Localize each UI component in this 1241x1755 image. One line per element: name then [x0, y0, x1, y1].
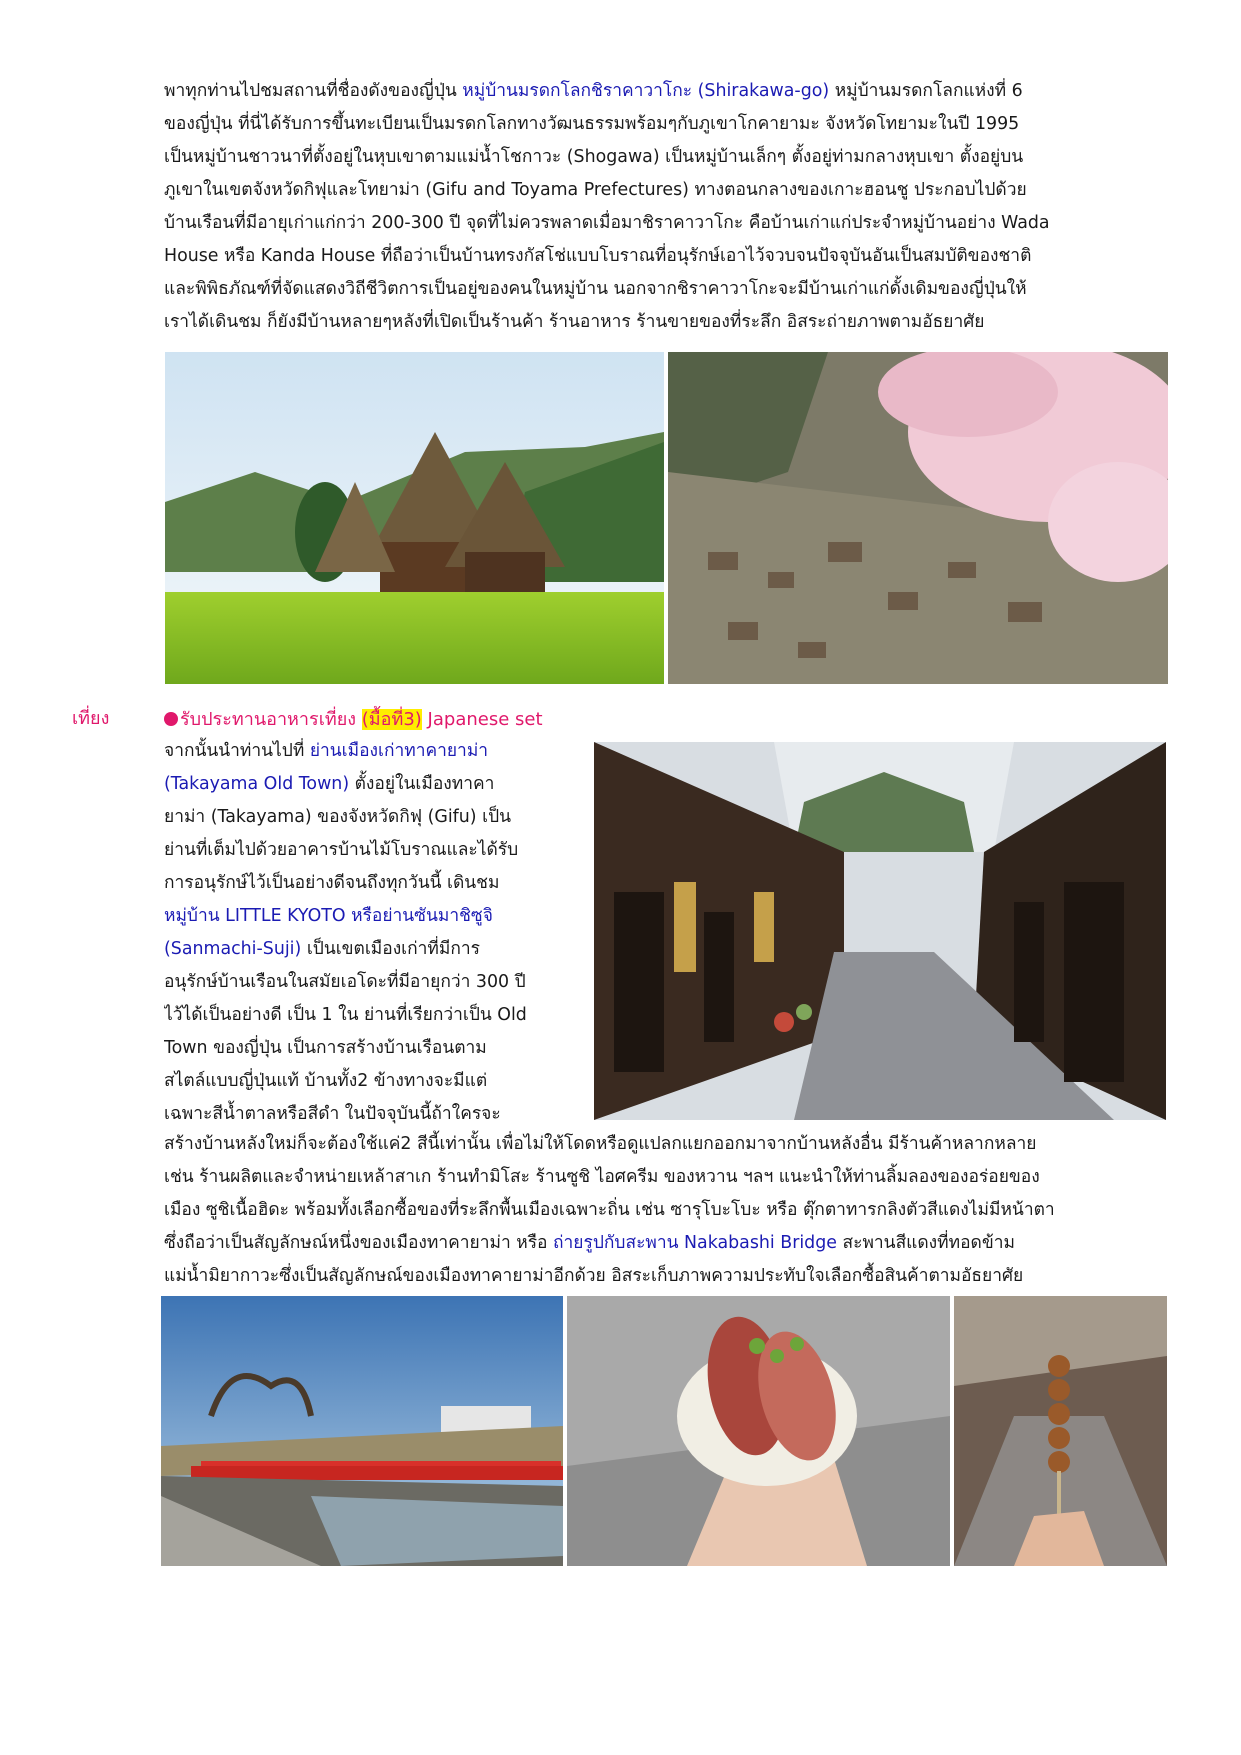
- place-link[interactable]: หมู่บ้าน LITTLE KYOTO หรือย่านซันมาชิซูจิ: [164, 906, 493, 926]
- lunch-time-label: เที่ยง: [72, 708, 110, 729]
- text-line: [164, 1161, 1172, 1194]
- text-line: [164, 966, 582, 999]
- place-link[interactable]: ถ่ายรูปกับสะพาน Nakabashi Bridge: [553, 1233, 837, 1253]
- text-line: [164, 768, 582, 801]
- text-line: [164, 1260, 1172, 1293]
- body-text: เป็นเขตเมืองเก่าที่มีการ: [301, 939, 480, 959]
- text-line: [164, 1098, 582, 1131]
- body-text: ยาม่า (Takayama) ของจังหวัดกิฟุ (Gifu) เป็น: [164, 807, 511, 827]
- meal-bullet-icon: [164, 712, 178, 726]
- place-link[interactable]: (Takayama Old Town): [164, 774, 350, 794]
- text-line: [164, 834, 582, 867]
- dango-skewer-photo: [954, 1296, 1167, 1566]
- body-text: ซึ่งถือว่าเป็นสัญลักษณ์หนึ่งของเมืองทาคายาม่า หรือ: [164, 1233, 554, 1253]
- body-text: ตั้งอยู่ในเมืองทาคา: [349, 774, 495, 794]
- body-text: บ้านเรือนที่มีอายุเก่าแก่กว่า 200-300 ปี จุดที่ไม่ควรพลาดเมื่อมาชิราคาวาโกะ คือบ้านเก่าแก่ประจำหมู่บ้านอย่าง Wada: [164, 213, 1050, 233]
- text-line: [164, 273, 1172, 306]
- body-text: เมือง ซูชิเนื้อฮิดะ พร้อมทั้งเลือกซื้อของที่ระลึกพื้นเมืองเฉพาะถิ่น เช่น ซารุโบะโบะ หรือ ตุ๊กตาทารกลิงตัวสีแดงไม่มีหน้าตา: [164, 1200, 1055, 1220]
- text-line: [164, 900, 582, 933]
- lunch-text: รับประทานอาหารเที่ยง: [180, 709, 362, 730]
- intro-paragraph: [164, 75, 1172, 339]
- body-text: ของญี่ปุ่น ที่นี่ได้รับการขึ้นทะเบียนเป็นมรดกโลกทางวัฒนธรรมพร้อมๆกับภูเขาโกคายามะ จังหวัดโทยามะในปี 1995: [164, 114, 1020, 134]
- lunch-meal-line: [164, 703, 543, 736]
- shirakawa-village-cherry-photo: [668, 352, 1168, 684]
- text-line: [164, 1194, 1172, 1227]
- text-line: [164, 867, 582, 900]
- hida-beef-sushi-photo: [567, 1296, 950, 1566]
- body-text: หมู่บ้านมรดกโลกแห่งที่ 6: [829, 81, 1023, 101]
- body-text: สะพานสีแดงที่ทอดข้าม: [836, 1233, 1015, 1253]
- body-text: พาทุกท่านไปชมสถานที่ชื่องดังของญี่ปุ่น: [164, 81, 463, 101]
- text-line: [164, 1032, 582, 1065]
- text-line: [164, 141, 1172, 174]
- takayama-street-photo: [594, 742, 1166, 1120]
- text-line: [164, 108, 1172, 141]
- body-text: ย่านที่เต็มไปด้วยอาคารบ้านไม้โบราณและได้รับ: [164, 840, 519, 860]
- body-text: House หรือ Kanda House ที่ถือว่าเป็นบ้านทรงกัสโช่แบบโบราณที่อนุรักษ์เอาไว้จวบจนปัจจุบันอันเป็นสมบัติของชาติ: [164, 246, 1032, 266]
- place-link[interactable]: (Sanmachi-Suji): [164, 939, 302, 959]
- text-line: [164, 735, 582, 768]
- body-text: จากนั้นนำท่านไปที่: [164, 741, 310, 761]
- body-text: Town ของญี่ปุ่น เป็นการสร้างบ้านเรือนตาม: [164, 1038, 487, 1058]
- takayama-description: [164, 735, 582, 1131]
- meal-number-badge: (มื้อที่3): [361, 709, 422, 730]
- body-text: อนุรักษ์บ้านเรือนในสมัยเอโดะที่มีอายุกว่า 300 ปี: [164, 972, 526, 992]
- text-line: [164, 1227, 1172, 1260]
- text-line: [164, 207, 1172, 240]
- body-text: และพิพิธภัณฑ์ที่จัดแสดงวิถีชีวิตการเป็นอยู่ของคนในหมู่บ้าน นอกจากชิราคาวาโกะจะมีบ้านเก่าแก่ดั้งเดิมของญี่ปุ่นให้: [164, 279, 1027, 299]
- text-line: [164, 999, 582, 1032]
- body-text: เป็นหมู่บ้านชาวนาที่ตั้งอยู่ในหุบเขาตามแม่น้ำโชกาวะ (Shogawa) เป็นหมู่บ้านเล็กๆ ตั้งอยู่ท่ามกลางหุบเขา ตั้งอยู่บน: [164, 147, 1024, 167]
- body-text: เช่น ร้านผลิตและจำหน่ายเหล้าสาเก ร้านทำมิโสะ ร้านซูชิ ไอศครีม ของหวาน ฯลฯ แนะนำให้ท่านลิ้มลองของอร่อยของ: [164, 1167, 1040, 1187]
- text-line: [164, 75, 1172, 108]
- body-text: การอนุรักษ์ไว้เป็นอย่างดีจนถึงทุกวันนี้ เดินชม: [164, 873, 500, 893]
- text-line: [164, 240, 1172, 273]
- place-link[interactable]: หมู่บ้านมรดกโลกชิราคาวาโกะ (Shirakawa-go): [462, 81, 830, 101]
- text-line: [164, 306, 1172, 339]
- shirakawa-house-photo: [165, 352, 664, 684]
- body-text: ไว้ได้เป็นอย่างดี เป็น 1 ใน ย่านที่เรียกว่าเป็น Old: [164, 1005, 527, 1025]
- lunch-set: Japanese set: [421, 709, 543, 730]
- body-text: สไตล์แบบญี่ปุ่นแท้ บ้านทั้ง2 ข้างทางจะมีแต่: [164, 1071, 488, 1091]
- nakabashi-bridge-photo: [161, 1296, 563, 1566]
- text-line: [164, 174, 1172, 207]
- text-line: [164, 801, 582, 834]
- body-text: ภูเขาในเขตจังหวัดกิฟุและโทยาม่า (Gifu and Toyama Prefectures) ทางตอนกลางของเกาะฮอนชู ประกอบไปด้วย: [164, 180, 1027, 200]
- text-line: [164, 1065, 582, 1098]
- body-text: แม่น้ำมิยากาวะซึ่งเป็นสัญลักษณ์ของเมืองทาคายาม่าอีกด้วย อิสระเก็บภาพความประทับใจเลือกซื้อสินค้าตามอัธยาศัย: [164, 1266, 1024, 1286]
- text-line: [164, 933, 582, 966]
- body-text: เฉพาะสีน้ำตาลหรือสีดำ ในปัจจุบันนี้ถ้าใครจะ: [164, 1104, 501, 1124]
- takayama-continued-paragraph: [164, 1128, 1172, 1293]
- text-line: [164, 1128, 1172, 1161]
- body-text: เราได้เดินชม ก็ยังมีบ้านหลายๆหลังที่เปิดเป็นร้านค้า ร้านอาหาร ร้านขายของที่ระลึก อิสระถ่ายภาพตามอัธยาศัย: [164, 312, 985, 332]
- place-link[interactable]: ย่านเมืองเก่าทาคายาม่า: [309, 741, 489, 761]
- body-text: สร้างบ้านหลังใหม่ก็จะต้องใช้แค่2 สีนี้เท่านั้น เพื่อไม่ให้โดดหรือดูแปลกแยกออกมาจากบ้านหลังอื่น มีร้านค้าหลากหลาย: [164, 1134, 1037, 1154]
